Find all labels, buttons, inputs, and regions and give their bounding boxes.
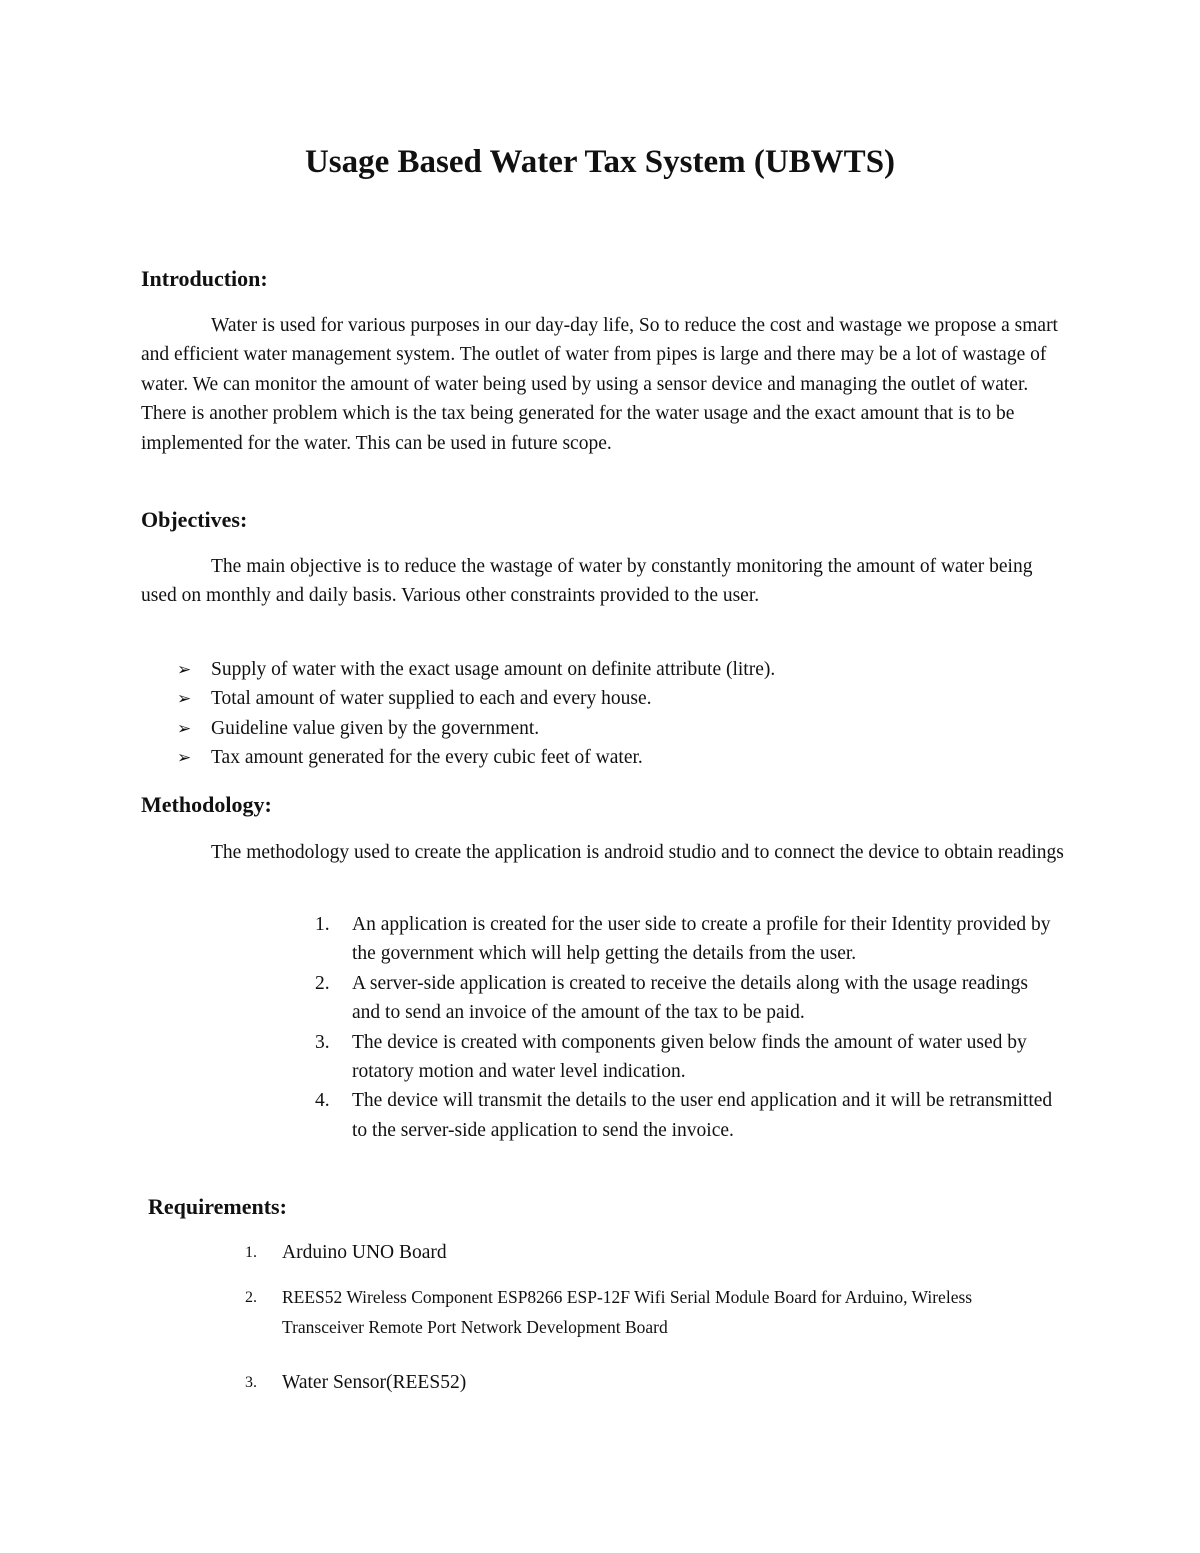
requirement-text: REES52 Wireless Component ESP8266 ESP-12F Wifi Serial Module Board for Arduino, Wireless Transceiver Remote Port Network Development Board	[282, 1287, 973, 1337]
list-item	[177, 655, 775, 684]
introduction-text: Water is used for various purposes in our day-day life, So to reduce the cost and wastage we propose a smart and efficient water management system. The outlet of water from pipes is large and there may be a lot of wastage of water. We can monitor the amount of water being used by using a sensor device and managing the outlet of water. There is another problem which is the tax being generated for the water usage and the exact amount that is to be implemented for the water. This can be used in future scope.	[141, 315, 1058, 454]
introduction-paragraph	[141, 311, 1071, 458]
list-number: 3.	[315, 1031, 330, 1053]
list-item	[315, 1028, 1055, 1087]
bullet-text: Guideline value given by the government.	[211, 717, 540, 739]
list-item	[315, 1086, 1055, 1145]
list-item	[245, 1283, 1045, 1342]
objectives-bullet-list	[177, 655, 775, 773]
requirement-text: Water Sensor(REES52)	[282, 1372, 467, 1394]
requirement-text: Arduino UNO Board	[282, 1242, 447, 1263]
list-number: 2.	[315, 972, 330, 994]
list-number: 3.	[245, 1374, 257, 1392]
methodology-steps-list	[315, 910, 1055, 1145]
list-item	[245, 1368, 1045, 1397]
objectives-paragraph	[141, 552, 1071, 611]
arrow-bullet-icon: ➢	[177, 689, 192, 709]
step-text: The device is created with components given below finds the amount of water used by rotatory motion and water level indication.	[352, 1031, 1027, 1083]
arrow-bullet-icon: ➢	[177, 718, 192, 738]
bullet-text: Supply of water with the exact usage amount on definite attribute (litre).	[211, 659, 776, 680]
bullet-text: Tax amount generated for the every cubic feet of water.	[211, 747, 643, 769]
list-item	[245, 1238, 1045, 1267]
methodology-paragraph	[141, 838, 1071, 867]
methodology-heading: Methodology:	[141, 792, 272, 817]
introduction-heading: Introduction:	[141, 266, 268, 291]
objectives-heading: Objectives:	[141, 507, 248, 532]
methodology-text: The methodology used to create the application is android studio and to connect the device to obtain readings	[211, 842, 1064, 863]
list-number: 4.	[315, 1090, 330, 1112]
list-item	[315, 910, 1055, 969]
list-number: 1.	[315, 914, 330, 935]
step-text: An application is created for the user side to create a profile for their Identity provided by the government which will help getting the details from the user.	[352, 914, 1051, 965]
requirements-list	[245, 1238, 1045, 1398]
list-item	[177, 743, 775, 772]
list-number: 1.	[245, 1244, 257, 1261]
list-item	[315, 969, 1055, 1028]
document-title: Usage Based Water Tax System (UBWTS)	[304, 144, 896, 180]
list-item	[177, 684, 775, 713]
arrow-bullet-icon: ➢	[177, 660, 192, 679]
step-text: A server-side application is created to receive the details along with the usage readings and to send an invoice of the amount of the tax to be paid.	[352, 972, 1028, 1024]
list-number: 2.	[245, 1289, 257, 1307]
step-text: The device will transmit the details to the user end application and it will be retransmitted to the server-side application to send the invoice.	[352, 1090, 1053, 1141]
requirements-heading: Requirements:	[148, 1194, 287, 1219]
objectives-text: The main objective is to reduce the wastage of water by constantly monitoring the amount of water being used on monthly and daily basis. Various other constraints provided to the user.	[141, 556, 1033, 607]
arrow-bullet-icon: ➢	[177, 748, 192, 768]
bullet-text: Total amount of water supplied to each and every house.	[211, 688, 652, 710]
list-item	[177, 714, 775, 743]
